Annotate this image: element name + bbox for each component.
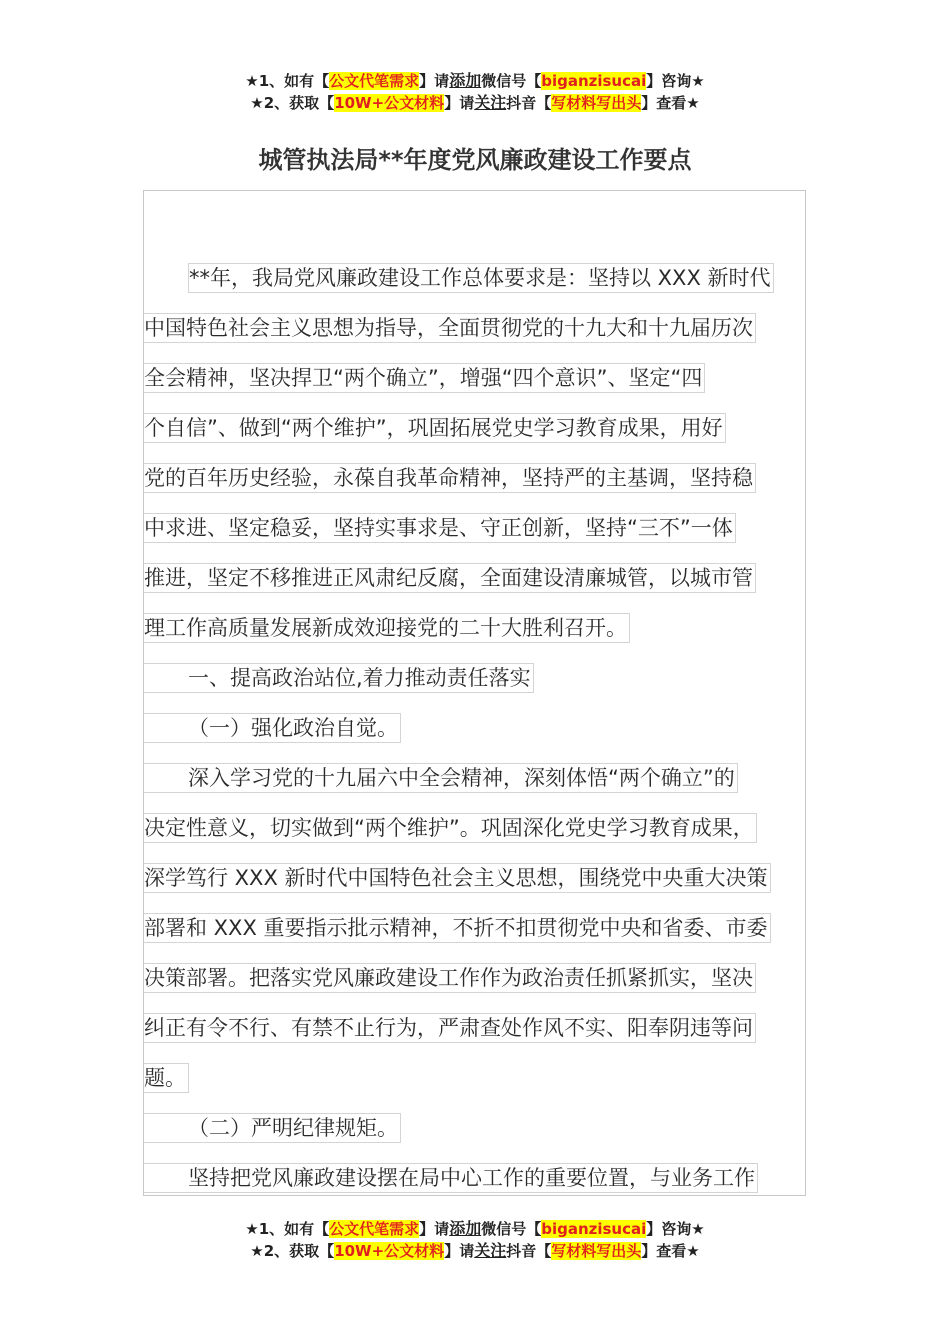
highlight-text: 公文代笔需求 xyxy=(329,72,420,90)
subsection-heading: （一）强化政治自觉。 xyxy=(144,703,806,753)
text-line: **年，我局党风廉政建设工作总体要求是：坚持以 XXX 新时代 xyxy=(144,253,806,303)
highlight-text: 10W+公文材料 xyxy=(334,1242,445,1260)
douyin-id: 写材料写出头 xyxy=(551,1242,642,1260)
wechat-id: biganzisucai xyxy=(541,72,647,90)
text-line: 纠正有令不行、有禁不止行为，严肃查处作风不实、阳奉阴违等问 xyxy=(144,1003,806,1053)
promo-line-2: ★2、获取【10W+公文材料】请关注抖音【写材料写出头】查看★ xyxy=(250,93,700,112)
promo-line-1: ★1、如有【公文代笔需求】请添加微信号【biganzisucai】咨询★ xyxy=(245,1219,705,1238)
highlight-text: 公文代笔需求 xyxy=(329,1220,420,1238)
document-page xyxy=(143,190,806,1196)
section-heading: 一、提高政治站位,着力推动责任落实 xyxy=(144,653,806,703)
text-line: 深学笃行 XXX 新时代中国特色社会主义思想，围绕党中央重大决策 xyxy=(144,853,806,903)
promo-banner-bottom xyxy=(0,1218,950,1262)
text-line: 深入学习党的十九届六中全会精神，深刻体悟“两个确立”的 xyxy=(144,753,806,803)
highlight-text: 10W+公文材料 xyxy=(334,94,445,112)
wechat-id: biganzisucai xyxy=(541,1220,647,1238)
subsection-heading: （二）严明纪律规矩。 xyxy=(144,1103,806,1153)
promo-banner-top xyxy=(0,70,950,114)
text-line: 推进，坚定不移推进正风肃纪反腐，全面建设清廉城管，以城市管 xyxy=(144,553,806,603)
text-line: 坚持把党风廉政建设摆在局中心工作的重要位置，与业务工作 xyxy=(144,1153,806,1196)
text-line: 中求进、坚定稳妥，坚持实事求是、守正创新，坚持“三不”一体 xyxy=(144,503,806,553)
text-line: 题。 xyxy=(144,1053,806,1103)
text-line: 全会精神，坚决捍卫“两个确立”，增强“四个意识”、坚定“四 xyxy=(144,353,806,403)
text-line: 党的百年历史经验，永葆自我革命精神，坚持严的主基调，坚持稳 xyxy=(144,453,806,503)
document-body xyxy=(144,253,806,1196)
promo-line-2: ★2、获取【10W+公文材料】请关注抖音【写材料写出头】查看★ xyxy=(250,1241,700,1260)
text-line: 中国特色社会主义思想为指导，全面贯彻党的十九大和十九届历次 xyxy=(144,303,806,353)
text-line: 决定性意义，切实做到“两个维护”。巩固深化党史学习教育成果， xyxy=(144,803,806,853)
promo-line-1: ★1、如有【公文代笔需求】请添加微信号【biganzisucai】咨询★ xyxy=(245,71,705,90)
document-title: 城管执法局**年度党风廉政建设工作要点 xyxy=(258,146,692,174)
text-line: 理工作高质量发展新成效迎接党的二十大胜利召开。 xyxy=(144,603,806,653)
text-line: 个自信”、做到“两个维护”，巩固拓展党史学习教育成果，用好 xyxy=(144,403,806,453)
douyin-id: 写材料写出头 xyxy=(551,94,642,112)
text-line: 决策部署。把落实党风廉政建设工作作为政治责任抓紧抓实，坚决 xyxy=(144,953,806,1003)
text-line: 部署和 XXX 重要指示批示精神，不折不扣贯彻党中央和省委、市委 xyxy=(144,903,806,953)
